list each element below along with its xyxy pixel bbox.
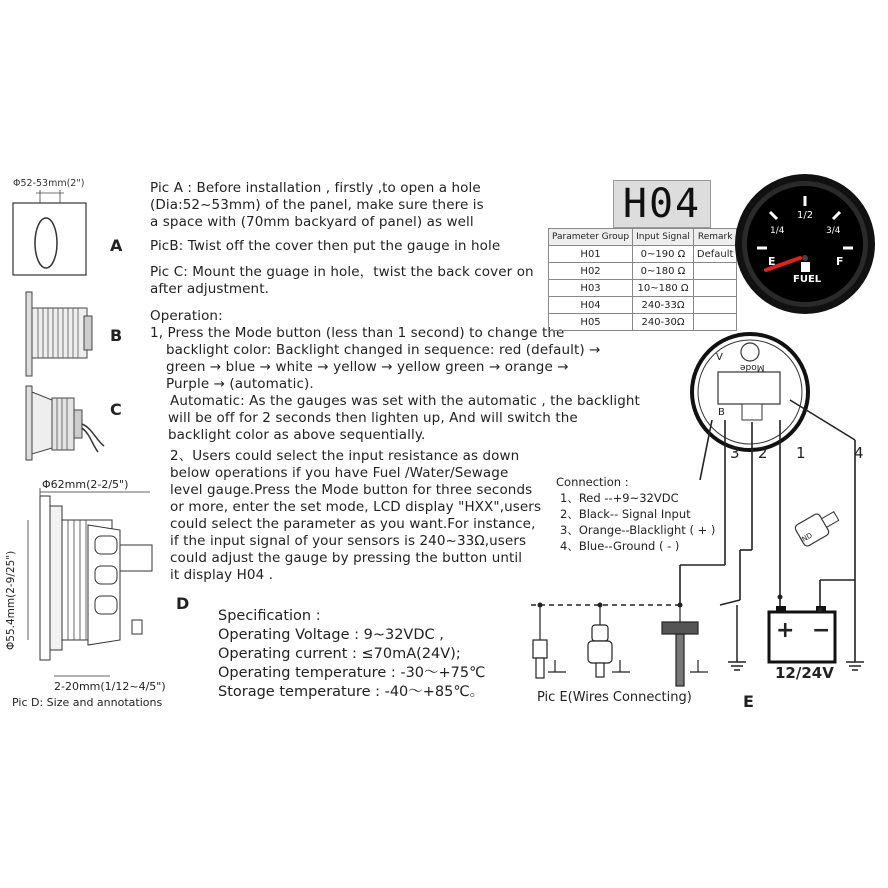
gauge-mark-three-quarter: 3/4 (826, 226, 841, 236)
operation2-line: or more, enter the set mode, LCD display "HXX",users (170, 499, 542, 515)
param-cell: H02 (549, 263, 633, 280)
connection-item: 2、Black-- Signal Input (560, 507, 691, 521)
operation2-line: could select the parameter as you want.For instance, (170, 516, 536, 532)
pic-d-width-label: Φ62mm(2-2/5") (42, 478, 129, 491)
lcd-text: H04 (622, 181, 702, 227)
rear-v-label: V (716, 352, 723, 363)
battery-plus: + (776, 618, 795, 643)
operation2-line: 2、Users could select the input resistance as down (170, 448, 520, 464)
operation2-line: level gauge.Press the Mode button for three seconds (170, 482, 533, 498)
pic-e-caption: Pic E(Wires Connecting) (537, 690, 692, 705)
operation-line: Purple → (automatic). (166, 376, 314, 392)
rear-mode-label: Mode (740, 362, 765, 372)
spec-line: Operating temperature : -30～+75℃ (218, 665, 486, 681)
ignition-label: IND (798, 531, 814, 545)
operation2-line: if the input signal of your sensors is 240~33Ω,users (170, 533, 527, 549)
connection-item: 4、Blue--Ground ( - ) (560, 539, 680, 553)
param-header: Input Signal (633, 229, 694, 246)
param-cell: 10~180 Ω (633, 280, 694, 297)
param-header: Remark (693, 229, 737, 246)
connection-list (556, 474, 715, 554)
wire-number-4: 4 (854, 444, 864, 462)
battery-minus: − (812, 618, 831, 643)
pic-a-dimension-label: Φ52-53mm(2") (13, 178, 85, 189)
operation-line: Automatic: As the gauges was set with the automatic , the backlight (170, 393, 640, 409)
param-cell: H01 (549, 246, 633, 263)
param-cell: Default (693, 246, 737, 263)
connection-item: 3、Orange--Blacklight ( + ) (560, 523, 716, 537)
operation-line: will be off for 2 seconds then lighten up, And will switch the (168, 410, 578, 426)
gauge-mark-quarter: 1/4 (770, 226, 785, 236)
specification-section (218, 607, 485, 702)
param-cell: 0~190 Ω (633, 246, 694, 263)
pic-b-instruction: PicB: Twist off the cover then put the gauge in hole (150, 238, 501, 254)
operation-line: backlight color as above sequentially. (168, 427, 426, 443)
param-cell: H05 (549, 314, 633, 331)
param-header: Parameter Group (549, 229, 633, 246)
operation-title: Operation: (150, 308, 223, 324)
param-cell: 240-30Ω (633, 314, 694, 331)
spec-title: Specification : (218, 608, 321, 624)
gauge-mark-f: F (836, 255, 844, 268)
mode-button[interactable] (741, 343, 759, 361)
pic-d-height-label: Φ55.4mm(2-9/25") (5, 550, 17, 650)
operation2-line: below operations if you have Fuel /Water/Sewage (170, 465, 509, 481)
connection-title: Connection : (556, 475, 629, 489)
rear-b-label: B (718, 407, 725, 418)
param-cell: H04 (549, 297, 633, 314)
gauge-mark-e: E (768, 255, 776, 268)
pic-d-depth-label: 2-20mm(1/12~4/5") (54, 680, 166, 693)
pic-a-letter: A (110, 236, 123, 255)
operation-line: 1, Press the Mode button (less than 1 second) to change the (150, 325, 565, 341)
wire-number-2: 2 (758, 444, 768, 462)
spec-line: Storage temperature : -40～+85℃。 (218, 684, 485, 700)
pic-b-letter: B (110, 326, 123, 345)
pic-d-letter: D (176, 594, 190, 613)
wire-number-3: 3 (730, 444, 740, 462)
spec-line: Operating current : ≤70mA(24V); (218, 646, 461, 662)
pic-c-line: after adjustment. (150, 281, 270, 297)
spec-line: Operating Voltage : 9~32VDC , (218, 627, 444, 643)
wire-number-1: 1 (796, 444, 806, 462)
operation-line: green → blue → white → yellow → yellow green → orange → (166, 359, 569, 375)
operation2-line: could adjust the gauge by pressing the button until (170, 550, 523, 566)
pic-d-caption: Pic D: Size and annotations (12, 696, 163, 709)
param-cell: H03 (549, 280, 633, 297)
pic-c-letter: C (110, 400, 122, 419)
pic-a-line: (Dia:52~53mm) of the panel, make sure there is (150, 197, 484, 213)
param-cell: 0~180 Ω (633, 263, 694, 280)
gauge-mark-half: 1/2 (797, 210, 814, 221)
pic-e-letter: E (743, 692, 754, 711)
operation-line: backlight color: Backlight changed in sequence: red (default) → (166, 342, 601, 358)
battery-voltage-label: 12/24V (775, 664, 834, 682)
connection-item: 1、Red --+9~32VDC (560, 491, 679, 505)
pic-a-line: a space with (70mm backyard of panel) as well (150, 214, 474, 230)
pic-a-line: Pic A : Before installation , firstly ,to open a hole (150, 180, 481, 196)
pic-c-line: Pic C: Mount the guage in hole，twist the back cover on (150, 264, 534, 280)
param-cell: 240-33Ω (633, 297, 694, 314)
gauge-fuel-label: FUEL (793, 274, 822, 285)
operation2-line: it display H04 . (170, 567, 274, 583)
